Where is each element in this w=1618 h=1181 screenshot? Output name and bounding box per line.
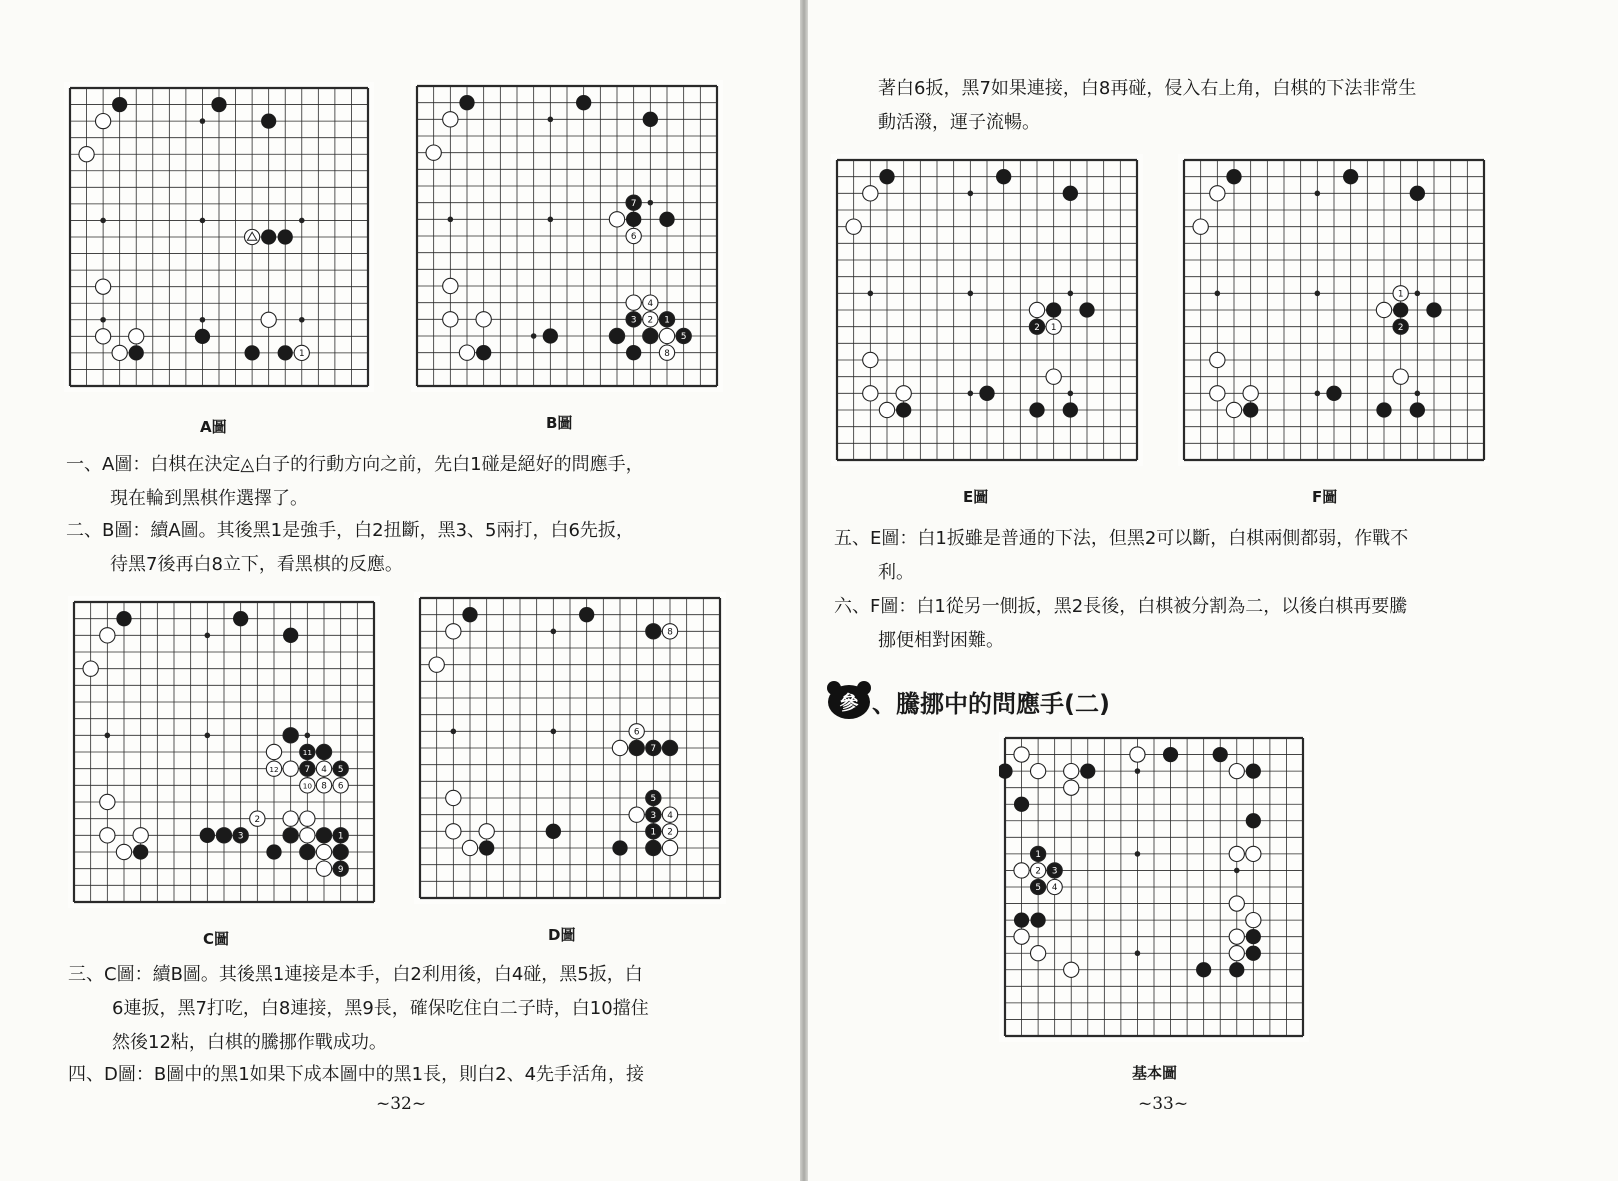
go-board — [68, 596, 380, 908]
star-point — [299, 218, 305, 224]
go-board — [64, 82, 374, 392]
move-number: 1 — [1035, 850, 1041, 861]
star-point — [200, 317, 206, 323]
black-stone — [1343, 169, 1358, 184]
white-stone — [462, 840, 477, 855]
numbered-black-stone — [316, 744, 331, 759]
move-number: 3 — [1051, 866, 1058, 877]
page-number-left: ~32~ — [376, 1094, 427, 1114]
paragraph-6-line1: F圖：白1從另一側扳，黑2長後，白棋被分割為二，以後白棋再要騰 — [870, 596, 1408, 617]
white-stone — [129, 329, 144, 344]
star-point — [1315, 291, 1321, 297]
move-number: 4 — [647, 298, 654, 309]
black-stone — [1046, 302, 1061, 317]
continuation-line2: 動活潑，運子流暢。 — [878, 112, 1040, 133]
star-point — [205, 733, 211, 739]
black-stone — [1410, 186, 1425, 201]
star-point — [105, 733, 111, 739]
black-stone — [543, 328, 558, 343]
white-stone — [1229, 846, 1244, 861]
move-number: 1 — [337, 831, 344, 842]
diagram-a-caption: A圖 — [200, 418, 227, 436]
white-stone — [1210, 352, 1225, 367]
white-stone — [95, 329, 110, 344]
move-number: 11 — [302, 748, 312, 758]
black-stone — [1063, 402, 1078, 417]
black-stone — [626, 212, 641, 227]
move-number: 5 — [680, 332, 687, 343]
white-stone — [1376, 302, 1391, 317]
move-number: 1 — [298, 349, 305, 360]
white-stone — [112, 345, 127, 360]
numbered-white-stone — [300, 811, 315, 826]
white-stone — [1030, 946, 1045, 961]
move-number: 3 — [237, 831, 244, 842]
star-point — [548, 117, 554, 123]
white-stone — [1229, 946, 1244, 961]
star-point — [551, 729, 557, 735]
black-stone — [896, 402, 911, 417]
numbered-white-stone — [1014, 863, 1029, 878]
white-stone — [476, 312, 491, 327]
paragraph-2-line2: 待黑7後再白8立下，看黑棋的反應。 — [110, 554, 403, 575]
paragraph-4-line1: D圖：B圖中的黑1如果下成本圖中的黑1長，則白2、4先手活角，接 — [104, 1064, 645, 1085]
white-stone — [443, 112, 458, 127]
star-point — [868, 291, 874, 297]
white-stone — [1246, 846, 1261, 861]
black-stone — [546, 824, 561, 839]
white-stone — [863, 186, 878, 201]
star-point — [968, 191, 974, 197]
move-number: 4 — [1051, 883, 1058, 894]
white-stone — [1246, 912, 1261, 927]
black-stone — [1063, 186, 1078, 201]
white-stone — [609, 212, 624, 227]
white-stone — [443, 312, 458, 327]
paragraph-3-line3: 然後12粘，白棋的騰挪作戰成功。 — [112, 1032, 387, 1053]
star-point — [1068, 391, 1074, 397]
move-number: 10 — [302, 781, 312, 791]
paragraph-2-number: 二、 — [66, 520, 102, 541]
numbered-black-stone — [283, 728, 298, 743]
star-point — [1415, 391, 1421, 397]
numbered-black-stone — [662, 740, 677, 755]
black-stone — [996, 169, 1011, 184]
black-stone — [476, 345, 491, 360]
numbered-black-stone — [300, 844, 315, 859]
move-number: 5 — [337, 764, 344, 775]
black-stone — [1030, 912, 1045, 927]
move-number: 3 — [630, 315, 637, 326]
diagram-f-board — [1178, 154, 1490, 466]
white-stone — [100, 828, 115, 843]
white-stone — [896, 386, 911, 401]
paragraph-1 — [66, 448, 766, 516]
star-point — [1068, 291, 1074, 297]
white-stone — [100, 794, 115, 809]
black-stone — [1376, 402, 1391, 417]
black-stone — [129, 345, 144, 360]
paragraph-1-line2: 現在輪到黑棋作選擇了。 — [110, 488, 308, 509]
star-point — [1234, 868, 1240, 874]
move-number: 2 — [254, 814, 261, 825]
black-stone — [266, 844, 281, 859]
white-stone — [1393, 369, 1408, 384]
white-stone — [446, 790, 461, 805]
star-point — [1135, 851, 1141, 857]
black-stone — [261, 113, 276, 128]
black-stone — [200, 828, 215, 843]
numbered-white-stone — [266, 744, 281, 759]
paragraph-5-line1: E圖：白1扳雖是普通的下法，但黑2可以斷，白棋兩側都弱，作戰不 — [870, 528, 1409, 549]
black-stone — [1393, 302, 1408, 317]
diagram-b-board — [411, 80, 723, 392]
move-number: 2 — [1034, 322, 1040, 333]
numbered-white-stone — [300, 828, 315, 843]
white-stone — [79, 147, 94, 162]
black-stone — [1243, 402, 1258, 417]
white-stone — [1030, 763, 1045, 778]
paragraph-4 — [68, 1058, 778, 1092]
continuation-line1: 著白6扳，黑7如果連接，白8再碰，侵入右上角，白棋的下法非常生 — [878, 78, 1417, 99]
star-point — [448, 217, 454, 223]
paragraph-6-line2: 挪便相對困難。 — [878, 630, 1004, 651]
numbered-white-stone — [283, 811, 298, 826]
black-stone — [459, 95, 474, 110]
black-stone — [1246, 763, 1261, 778]
move-number: 5 — [650, 794, 657, 805]
white-stone — [1229, 896, 1244, 911]
basic-diagram-caption: 基本圖 — [1132, 1064, 1178, 1082]
black-stone — [626, 345, 641, 360]
numbered-white-stone — [612, 740, 627, 755]
star-point — [1215, 291, 1221, 297]
right-page — [808, 0, 1618, 1181]
go-board — [414, 592, 726, 904]
go-board — [411, 80, 723, 392]
white-stone — [100, 628, 115, 643]
continuation-paragraph — [878, 72, 1598, 140]
move-number: 6 — [337, 781, 344, 792]
star-point — [968, 291, 974, 297]
black-stone — [211, 97, 226, 112]
black-stone — [1196, 962, 1211, 977]
diagram-d-caption: D圖 — [548, 926, 576, 944]
move-number: 4 — [321, 764, 327, 775]
numbered-black-stone — [316, 828, 331, 843]
star-point — [205, 633, 211, 639]
paragraph-5-line2: 利。 — [878, 562, 914, 583]
black-stone — [479, 840, 494, 855]
star-point — [100, 317, 106, 323]
white-stone — [1243, 386, 1258, 401]
paragraph-3-line1: C圖：續B圖。其後黑1連接是本手，白2利用後，白4碰，黑5扳，白 — [104, 964, 643, 985]
numbered-black-stone — [643, 328, 658, 343]
numbered-white-stone — [659, 328, 674, 343]
diagram-b-caption: B圖 — [546, 414, 573, 432]
move-number: 2 — [647, 315, 654, 326]
numbered-white-stone — [662, 840, 677, 855]
star-point — [305, 733, 311, 739]
white-stone — [1210, 186, 1225, 201]
star-point — [451, 729, 457, 735]
numbered-white-stone — [316, 844, 331, 859]
black-stone — [1014, 797, 1029, 812]
black-stone — [133, 844, 148, 859]
move-number: 9 — [337, 864, 344, 875]
white-stone — [95, 113, 110, 128]
white-stone — [1229, 763, 1244, 778]
star-point — [1315, 191, 1321, 197]
black-stone — [278, 345, 293, 360]
paragraph-6 — [834, 590, 1594, 658]
black-stone — [1213, 747, 1228, 762]
move-number: 2 — [667, 827, 673, 838]
black-stone — [112, 97, 127, 112]
black-stone — [1326, 386, 1341, 401]
numbered-black-stone — [646, 840, 661, 855]
white-stone — [1226, 402, 1241, 417]
black-stone — [576, 95, 591, 110]
black-stone — [1246, 813, 1261, 828]
black-stone — [283, 628, 298, 643]
diagram-f-caption: F圖 — [1312, 488, 1338, 506]
white-stone — [443, 278, 458, 293]
move-number: 5 — [1035, 883, 1041, 894]
numbered-black-stone — [646, 624, 661, 639]
paragraph-2 — [66, 514, 766, 582]
numbered-white-stone — [626, 295, 641, 310]
paragraph-1-number: 一、 — [66, 454, 102, 475]
white-stone — [479, 824, 494, 839]
star-point — [551, 629, 557, 635]
black-stone — [979, 386, 994, 401]
black-stone — [1246, 946, 1261, 961]
white-stone — [133, 828, 148, 843]
move-number: 1 — [664, 315, 670, 326]
black-stone — [1163, 747, 1178, 762]
move-number: 8 — [667, 627, 673, 638]
diagram-e-caption: E圖 — [963, 488, 989, 506]
white-stone — [1029, 302, 1044, 317]
numbered-white-stone — [283, 761, 298, 776]
move-number: 7 — [630, 198, 637, 209]
black-stone — [659, 212, 674, 227]
white-stone — [1229, 929, 1244, 944]
numbered-black-stone — [216, 828, 231, 843]
move-number: 7 — [650, 744, 657, 755]
black-stone — [1426, 302, 1441, 317]
paragraph-1-line1: A圖：白棋在決定◬白子的行動方向之前，先白1碰是絕好的問應手， — [102, 454, 644, 475]
star-point — [200, 118, 206, 124]
white-stone — [879, 402, 894, 417]
white-stone — [1210, 386, 1225, 401]
white-stone — [446, 624, 461, 639]
paragraph-4-number: 四、 — [68, 1064, 104, 1085]
black-stone — [1079, 302, 1094, 317]
move-number: 8 — [664, 348, 670, 359]
white-stone — [1014, 747, 1029, 762]
white-stone — [863, 352, 878, 367]
star-point — [1135, 950, 1141, 956]
white-stone — [1064, 962, 1079, 977]
white-stone — [863, 386, 878, 401]
white-stone — [1046, 369, 1061, 384]
star-point — [200, 218, 206, 224]
section-badge-char: 參 — [839, 692, 859, 714]
paragraph-5-number: 五、 — [834, 528, 870, 549]
diagram-e-board — [831, 154, 1143, 466]
white-stone — [1014, 929, 1029, 944]
move-number: 6 — [633, 727, 640, 738]
move-number: 6 — [630, 232, 637, 243]
white-stone — [459, 345, 474, 360]
paragraph-3-number: 三、 — [68, 964, 104, 985]
go-board — [831, 154, 1143, 466]
white-stone — [1130, 747, 1145, 762]
move-number: 1 — [650, 827, 657, 838]
move-number: 12 — [269, 764, 279, 774]
move-number: 2 — [1035, 866, 1041, 877]
black-stone — [1246, 929, 1261, 944]
white-stone — [261, 312, 276, 327]
numbered-white-stone — [316, 861, 331, 876]
numbered-black-stone — [283, 828, 298, 843]
move-number: 1 — [1050, 322, 1057, 333]
star-point — [531, 333, 537, 339]
black-stone — [233, 611, 248, 626]
page-number-right: ~33~ — [1138, 1094, 1189, 1114]
black-stone — [1229, 962, 1244, 977]
numbered-white-stone — [629, 807, 644, 822]
white-stone — [116, 844, 131, 859]
paragraph-5 — [834, 522, 1594, 590]
diagram-c-caption: C圖 — [203, 930, 230, 948]
white-stone — [429, 657, 444, 672]
numbered-black-stone — [609, 328, 624, 343]
paragraph-6-number: 六、 — [834, 596, 870, 617]
white-stone — [846, 219, 861, 234]
move-number: 8 — [321, 781, 327, 792]
black-stone — [116, 611, 131, 626]
star-point — [968, 391, 974, 397]
paragraph-3 — [68, 958, 778, 1060]
paragraph-2-line1: B圖：續A圖。其後黑1是強手，白2扭斷，黑3、5兩打，白6先扳， — [102, 520, 634, 541]
black-stone — [1029, 402, 1044, 417]
star-point — [648, 200, 654, 206]
numbered-black-stone — [333, 844, 348, 859]
star-point — [1315, 391, 1321, 397]
move-number: 2 — [1397, 322, 1404, 333]
white-stone — [1064, 763, 1079, 778]
black-stone — [278, 229, 293, 244]
star-point — [1415, 291, 1421, 297]
star-point — [100, 218, 106, 224]
section-heading: 、騰挪中的問應手(二) — [872, 690, 1110, 718]
black-stone — [1014, 912, 1029, 927]
white-stone — [446, 824, 461, 839]
numbered-black-stone — [629, 740, 644, 755]
black-stone — [195, 329, 210, 344]
move-number: 7 — [304, 764, 311, 775]
white-stone — [426, 145, 441, 160]
diagram-a-board — [64, 82, 374, 392]
white-stone — [1193, 219, 1208, 234]
paragraph-3-line2: 6連扳，黑7打吃，白8連接，黑9長，確保吃住白二子時，白10擋住 — [112, 998, 649, 1019]
diagram-d-board — [414, 592, 726, 904]
black-stone — [1410, 402, 1425, 417]
white-stone — [95, 279, 110, 294]
black-stone — [1080, 763, 1095, 778]
black-stone — [612, 840, 627, 855]
black-stone — [579, 607, 594, 622]
black-stone — [879, 169, 894, 184]
star-point — [548, 217, 554, 223]
white-stone — [83, 661, 98, 676]
move-number: 3 — [650, 810, 657, 821]
go-board — [1178, 154, 1490, 466]
star-point — [299, 317, 305, 323]
diagram-c-board — [68, 596, 380, 908]
black-stone — [462, 607, 477, 622]
basic-diagram-board — [999, 732, 1309, 1042]
black-stone — [244, 345, 259, 360]
left-page — [0, 0, 800, 1181]
book-spine — [800, 0, 808, 1181]
go-board — [999, 732, 1309, 1042]
move-number: 1 — [1397, 289, 1404, 300]
black-stone — [261, 229, 276, 244]
black-stone — [643, 112, 658, 127]
white-stone — [1064, 780, 1079, 795]
black-stone — [1226, 169, 1241, 184]
move-number: 4 — [667, 810, 673, 821]
section-badge-icon — [826, 680, 872, 720]
star-point — [1135, 768, 1141, 774]
